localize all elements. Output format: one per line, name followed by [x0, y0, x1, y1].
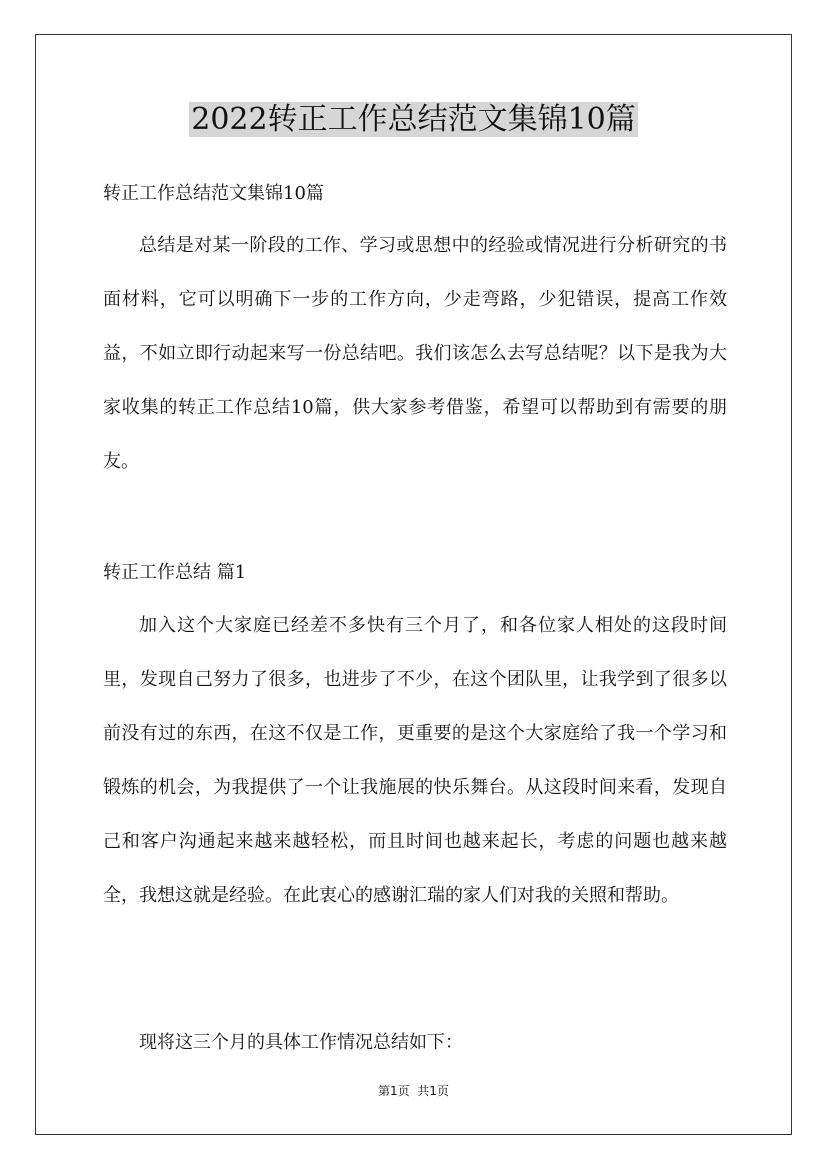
body-paragraph: 现将这三个月的具体工作情况总结如下：	[139, 1032, 463, 1053]
section-heading: 转正工作总结 篇1	[103, 562, 247, 583]
page-footer: 第1页 共1页	[378, 1084, 449, 1098]
body-paragraph: 加入这个大家庭已经差不多快有三个月了，和各位家人相处的这段时间里，发现自己努力了很多，也进步了不少，在这个团队里，让我学到了很多以前没有过的东西，在这不仅是工作，更重要的是这个大家庭给了我一个学习和锻炼的机会，为我提供了一个让我施展的快乐舞台。从这段时间来看，发现自己和客户沟通起来越来越轻松，而且时间也越来起长，考虑的问题也越来越全，我想这就是经验。在此衷心的感谢汇瑞的家人们对我的关照和帮助。	[103, 615, 727, 906]
document-subtitle: 转正工作总结范文集锦10篇	[103, 183, 324, 204]
intro-paragraph: 总结是对某一阶段的工作、学习或思想中的经验或情况进行分析研究的书面材料，它可以明确下一步的工作方向，少走弯路，少犯错误，提高工作效益，不如立即行动起来写一份总结吧。我们该怎么去写总结呢？以下是我为大家收集的转正工作总结10篇，供大家参考借鉴，希望可以帮助到有需要的朋友。	[103, 235, 727, 472]
document-title-text: 2022转正工作总结范文集锦10篇	[191, 102, 636, 137]
document-title	[0, 98, 827, 142]
